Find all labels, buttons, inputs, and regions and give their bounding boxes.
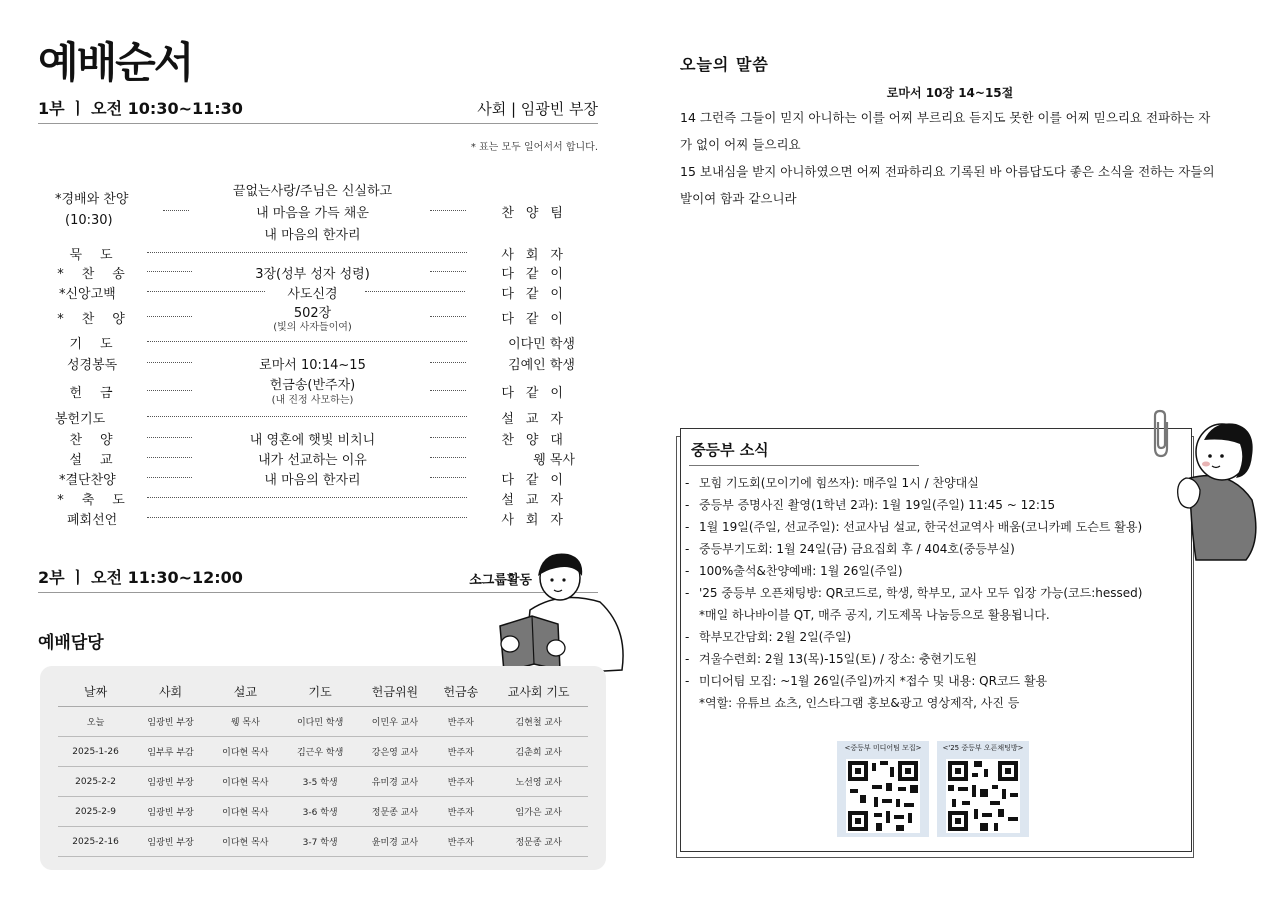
schedule-panel [40, 666, 606, 870]
order-item-name: 기도 [69, 337, 131, 352]
order-item-name: 봉헌기도 [55, 412, 106, 427]
order-item-name: *찬송 [57, 267, 143, 282]
order-item-leader: 찬양대 [501, 433, 575, 448]
order-item-name: *신앙고백 [59, 287, 116, 302]
table-cell: 2025-2-2 [58, 767, 133, 797]
order-item-detail: 502장 [293, 306, 332, 321]
leader-dots [147, 252, 467, 253]
table-cell: 이다현 목사 [208, 767, 283, 797]
leader-dots [430, 437, 466, 438]
order-item-leader: 다같이 [501, 386, 575, 401]
order-row-creed [55, 283, 575, 303]
news-item-continuation: *매일 하나바이블 QT, 매주 공지, 기도제목 나눔등으로 활용됩니다. [699, 608, 1050, 622]
order-item-detail: 내가 선교하는 이유 [258, 453, 367, 468]
word-title: 오늘의 말씀 [680, 55, 769, 74]
part1-label: 1부 ㅣ 오전 10:30~11:30 [38, 99, 243, 118]
table-cell: 2025-2-16 [58, 827, 133, 857]
col-date: 날짜 [58, 676, 133, 707]
order-item-leader: 설교자 [501, 412, 575, 427]
schedule-table [58, 676, 588, 857]
table-row [58, 827, 588, 857]
verse-15: 15 보내심을 받지 아니하였으면 어찌 전파하리요 기록된 바 아름답도다 좋은 소식을 전하는 자들의 발이여 함과 같으니라 [680, 164, 1215, 206]
col-offering-song: 헌금송 [432, 676, 489, 707]
order-item-leader: 다같이 [501, 267, 575, 282]
verse-14: 14 그런즉 그들이 믿지 아니하는 이를 어찌 부르리요 듣지도 못한 이를 어찌 믿으리요 전파하는 자가 없이 어찌 들으리요 [680, 110, 1211, 152]
leader-dots [430, 457, 466, 458]
news-item: - 1월 19일(주일, 선교주일): 선교사님 설교, 한국선교역사 배움(코니카페 도슨트 활용) [685, 520, 1143, 534]
table-cell: 2025-2-9 [58, 797, 133, 827]
order-item-leader: 웽 목사 [533, 453, 575, 468]
table-cell: 이다현 목사 [208, 737, 283, 767]
order-row-offering [55, 374, 575, 406]
order-row-benediction [55, 489, 575, 509]
order-item-leader: 다같이 [501, 473, 575, 488]
table-cell: 김근우 학생 [283, 737, 358, 767]
table-cell: 임광빈 부장 [133, 767, 208, 797]
news-item: - '25 중등부 오픈채팅방: QR코드로, 학생, 학부모, 교사 모두 입장 가능(코드:hessed) [685, 586, 1143, 600]
news-card [680, 428, 1192, 852]
col-sermon: 설교 [208, 676, 283, 707]
news-item-text: 겨울수련회: 2월 13(목)-15일(토) / 장소: 충현기도원 [699, 652, 977, 666]
table-cell: 노선영 교사 [489, 767, 588, 797]
leader-dots [430, 390, 466, 391]
order-row-silent-prayer [55, 244, 575, 264]
order-row-closing [55, 509, 575, 529]
page-title: 예배순서 [38, 38, 193, 87]
news-item: - 모힘 기도회(모이기에 힘쓰자): 매주일 1시 / 찬양대실 [685, 476, 979, 490]
order-row-hymn [55, 263, 575, 283]
news-item-text: 미디어팀 모집: ~1월 26일(주일)까지 *접수 및 내용: QR코드 활용 [699, 674, 1048, 688]
order-item-leader: 설교자 [501, 493, 575, 508]
schedule-title: 예배담당 [38, 633, 104, 653]
order-item-detail: 로마서 10:14~15 [259, 358, 366, 373]
part1-header [38, 95, 598, 124]
order-row-commitment [55, 469, 575, 489]
order-item-name: 성경봉독 [67, 358, 118, 373]
qr-card-media-team[interactable] [837, 741, 929, 837]
table-cell: 김춘희 교사 [489, 737, 588, 767]
table-row [58, 767, 588, 797]
leader-dots [430, 362, 466, 363]
news-item: - 100%출석&찬양예배: 1월 26일(주일) [685, 564, 903, 578]
leader-dots [147, 341, 467, 342]
leader-dots [365, 291, 465, 292]
order-item-name: *경배와 찬양 [55, 192, 129, 207]
table-cell: 웽 목사 [208, 707, 283, 737]
news-item-text: '25 중등부 오픈채팅방: QR코드로, 학생, 학부모, 교사 모두 입장 가능(코드:hessed) [699, 586, 1143, 600]
order-row-scripture [55, 354, 575, 374]
news-item-text: 1월 19일(주일, 선교주일): 선교사님 설교, 한국선교역사 배움(코니카페 도슨트 활용) [699, 520, 1143, 534]
part2-activity: 소그룹활동 [469, 573, 532, 588]
schedule-header-row [58, 676, 588, 707]
order-item-subtitle: (내 진정 사모하는) [271, 395, 354, 406]
news-item: - 중등부 증명사진 촬영(1학년 2과): 1월 19일(주일) 11:45 ~ 12:15 [685, 498, 1056, 512]
order-item-time: (10:30) [65, 213, 113, 228]
order-item-leader: 다같이 [501, 287, 575, 302]
news-item-continuation: *역할: 유튜브 쇼츠, 인스타그램 홍보&광고 영상제작, 사진 등 [699, 696, 1020, 710]
order-item-leader: 이다민 학생 [508, 337, 575, 352]
leader-dots [430, 316, 466, 317]
table-cell: 이민우 교사 [358, 707, 433, 737]
word-reference: 로마서 10장 14~15절 [886, 86, 1014, 100]
qr-label: <'25 중등부 오픈채팅방> [942, 744, 1024, 752]
news-item-text: 중등부 증명사진 촬영(1학년 2과): 1월 19일(주일) 11:45 ~ 12:15 [699, 498, 1056, 512]
news-item: - 미디어팀 모집: ~1월 26일(주일)까지 *접수 및 내용: QR코드 활용 [685, 674, 1048, 688]
order-row-prayer [55, 333, 575, 353]
order-item-detail: 3장(성부 성자 성령) [255, 267, 370, 282]
news-title-underline [689, 465, 919, 466]
order-item-name: *찬양 [57, 312, 143, 327]
news-item-text: 중등부기도회: 1월 24일(금) 금요집회 후 / 404호(중등부실) [699, 542, 1015, 556]
order-item-detail: 내 영혼에 햇빛 비치니 [249, 433, 376, 448]
qr-card-open-chat[interactable] [937, 741, 1029, 837]
order-item-name: 헌금 [69, 386, 131, 401]
table-cell: 임가은 교사 [489, 797, 588, 827]
table-cell: 이다민 학생 [283, 707, 358, 737]
order-item-leader: 다같이 [501, 312, 575, 327]
table-cell: 3-7 학생 [283, 827, 358, 857]
news-item-text: 모힘 기도회(모이기에 힘쓰자): 매주일 1시 / 찬양대실 [699, 476, 979, 490]
order-item-detail: 내 마음의 한자리 [264, 473, 361, 488]
col-prayer: 기도 [283, 676, 358, 707]
table-cell: 강은영 교사 [358, 737, 433, 767]
table-cell: 반주자 [432, 767, 489, 797]
table-row [58, 737, 588, 767]
word-verses [680, 104, 1220, 212]
order-item-leader: 김예인 학생 [508, 358, 575, 373]
news-list [685, 472, 1185, 714]
table-cell: 정문종 교사 [358, 797, 433, 827]
table-cell: 김현철 교사 [489, 707, 588, 737]
order-item-detail: 사도신경 [287, 287, 338, 302]
table-cell: 2025-1-26 [58, 737, 133, 767]
table-cell: 이다현 목사 [208, 827, 283, 857]
news-item: - 겨울수련회: 2월 13(목)-15일(토) / 장소: 충현기도원 [685, 652, 977, 666]
order-item-name: *축도 [57, 493, 143, 508]
order-row-praise [55, 180, 575, 244]
col-teacher-prayer: 교사회 기도 [489, 676, 588, 707]
table-cell: 임광빈 부장 [133, 797, 208, 827]
order-row-choir [55, 429, 575, 449]
order-item-name: 묵도 [69, 248, 131, 263]
table-cell: 윤미경 교사 [358, 827, 433, 857]
leader-dots [147, 416, 467, 417]
order-item-song: 내 마음의 한자리 [264, 228, 361, 243]
standing-note: * 표는 모두 일어서서 합니다. [470, 142, 598, 153]
reading-person-illustration [490, 548, 630, 678]
order-row-sermon [55, 449, 575, 469]
table-row [58, 797, 588, 827]
news-item-text: 학부모간담회: 2월 2일(주일) [699, 630, 852, 644]
news-title: 중등부 소식 [691, 441, 769, 459]
table-cell: 정문종 교사 [489, 827, 588, 857]
part2-label: 2부 ㅣ 오전 11:30~12:00 [38, 568, 243, 587]
table-cell: 3-5 학생 [283, 767, 358, 797]
qr-label: <중등부 미디어팀 모집> [844, 744, 922, 752]
leader-dots [147, 497, 467, 498]
table-cell: 3-6 학생 [283, 797, 358, 827]
leader-dots [430, 271, 466, 272]
table-cell: 이다현 목사 [208, 797, 283, 827]
table-cell: 임광빈 부장 [133, 827, 208, 857]
order-item-song: 내 마음을 가득 채운 [256, 206, 369, 221]
order-item-song: 끝없는사랑/주님은 신실하고 [232, 184, 393, 199]
order-row-praise-song [55, 302, 575, 334]
order-item-leader: 사회자 [501, 513, 575, 528]
table-cell: 반주자 [432, 707, 489, 737]
news-item: - 중등부기도회: 1월 24일(금) 금요집회 후 / 404호(중등부실) [685, 542, 1015, 556]
order-item-name: *결단찬양 [59, 473, 116, 488]
table-cell: 임부루 부감 [133, 737, 208, 767]
col-host: 사회 [133, 676, 208, 707]
qr-code-icon [946, 759, 1020, 833]
peeking-person-illustration [1170, 420, 1262, 570]
order-item-subtitle: (빛의 사자들이여) [273, 322, 352, 333]
news-item: - 학부모간담회: 2월 2일(주일) [685, 630, 852, 644]
order-item-name: 찬양 [69, 433, 131, 448]
table-cell: 반주자 [432, 737, 489, 767]
order-item-detail: 헌금송(반주자) [269, 378, 356, 393]
qr-code-icon [846, 759, 920, 833]
order-item-name: 설교 [69, 453, 131, 468]
table-row [58, 707, 588, 737]
order-row-offering-prayer [55, 408, 575, 428]
leader-dots [147, 517, 467, 518]
leader-dots [430, 477, 466, 478]
order-item-name: 폐회선언 [67, 513, 118, 528]
table-cell: 유미경 교사 [358, 767, 433, 797]
table-cell: 반주자 [432, 827, 489, 857]
news-item-text: 100%출석&찬양예배: 1월 26일(주일) [699, 564, 903, 578]
col-offering-staff: 헌금위원 [358, 676, 433, 707]
part1-host: 사회 | 임광빈 부장 [477, 100, 598, 118]
leader-dots [430, 210, 466, 211]
order-item-leader: 사회자 [501, 248, 575, 263]
table-cell: 반주자 [432, 797, 489, 827]
table-cell: 임광빈 부장 [133, 707, 208, 737]
table-cell: 오늘 [58, 707, 133, 737]
order-item-leader: 찬양팀 [501, 206, 575, 221]
